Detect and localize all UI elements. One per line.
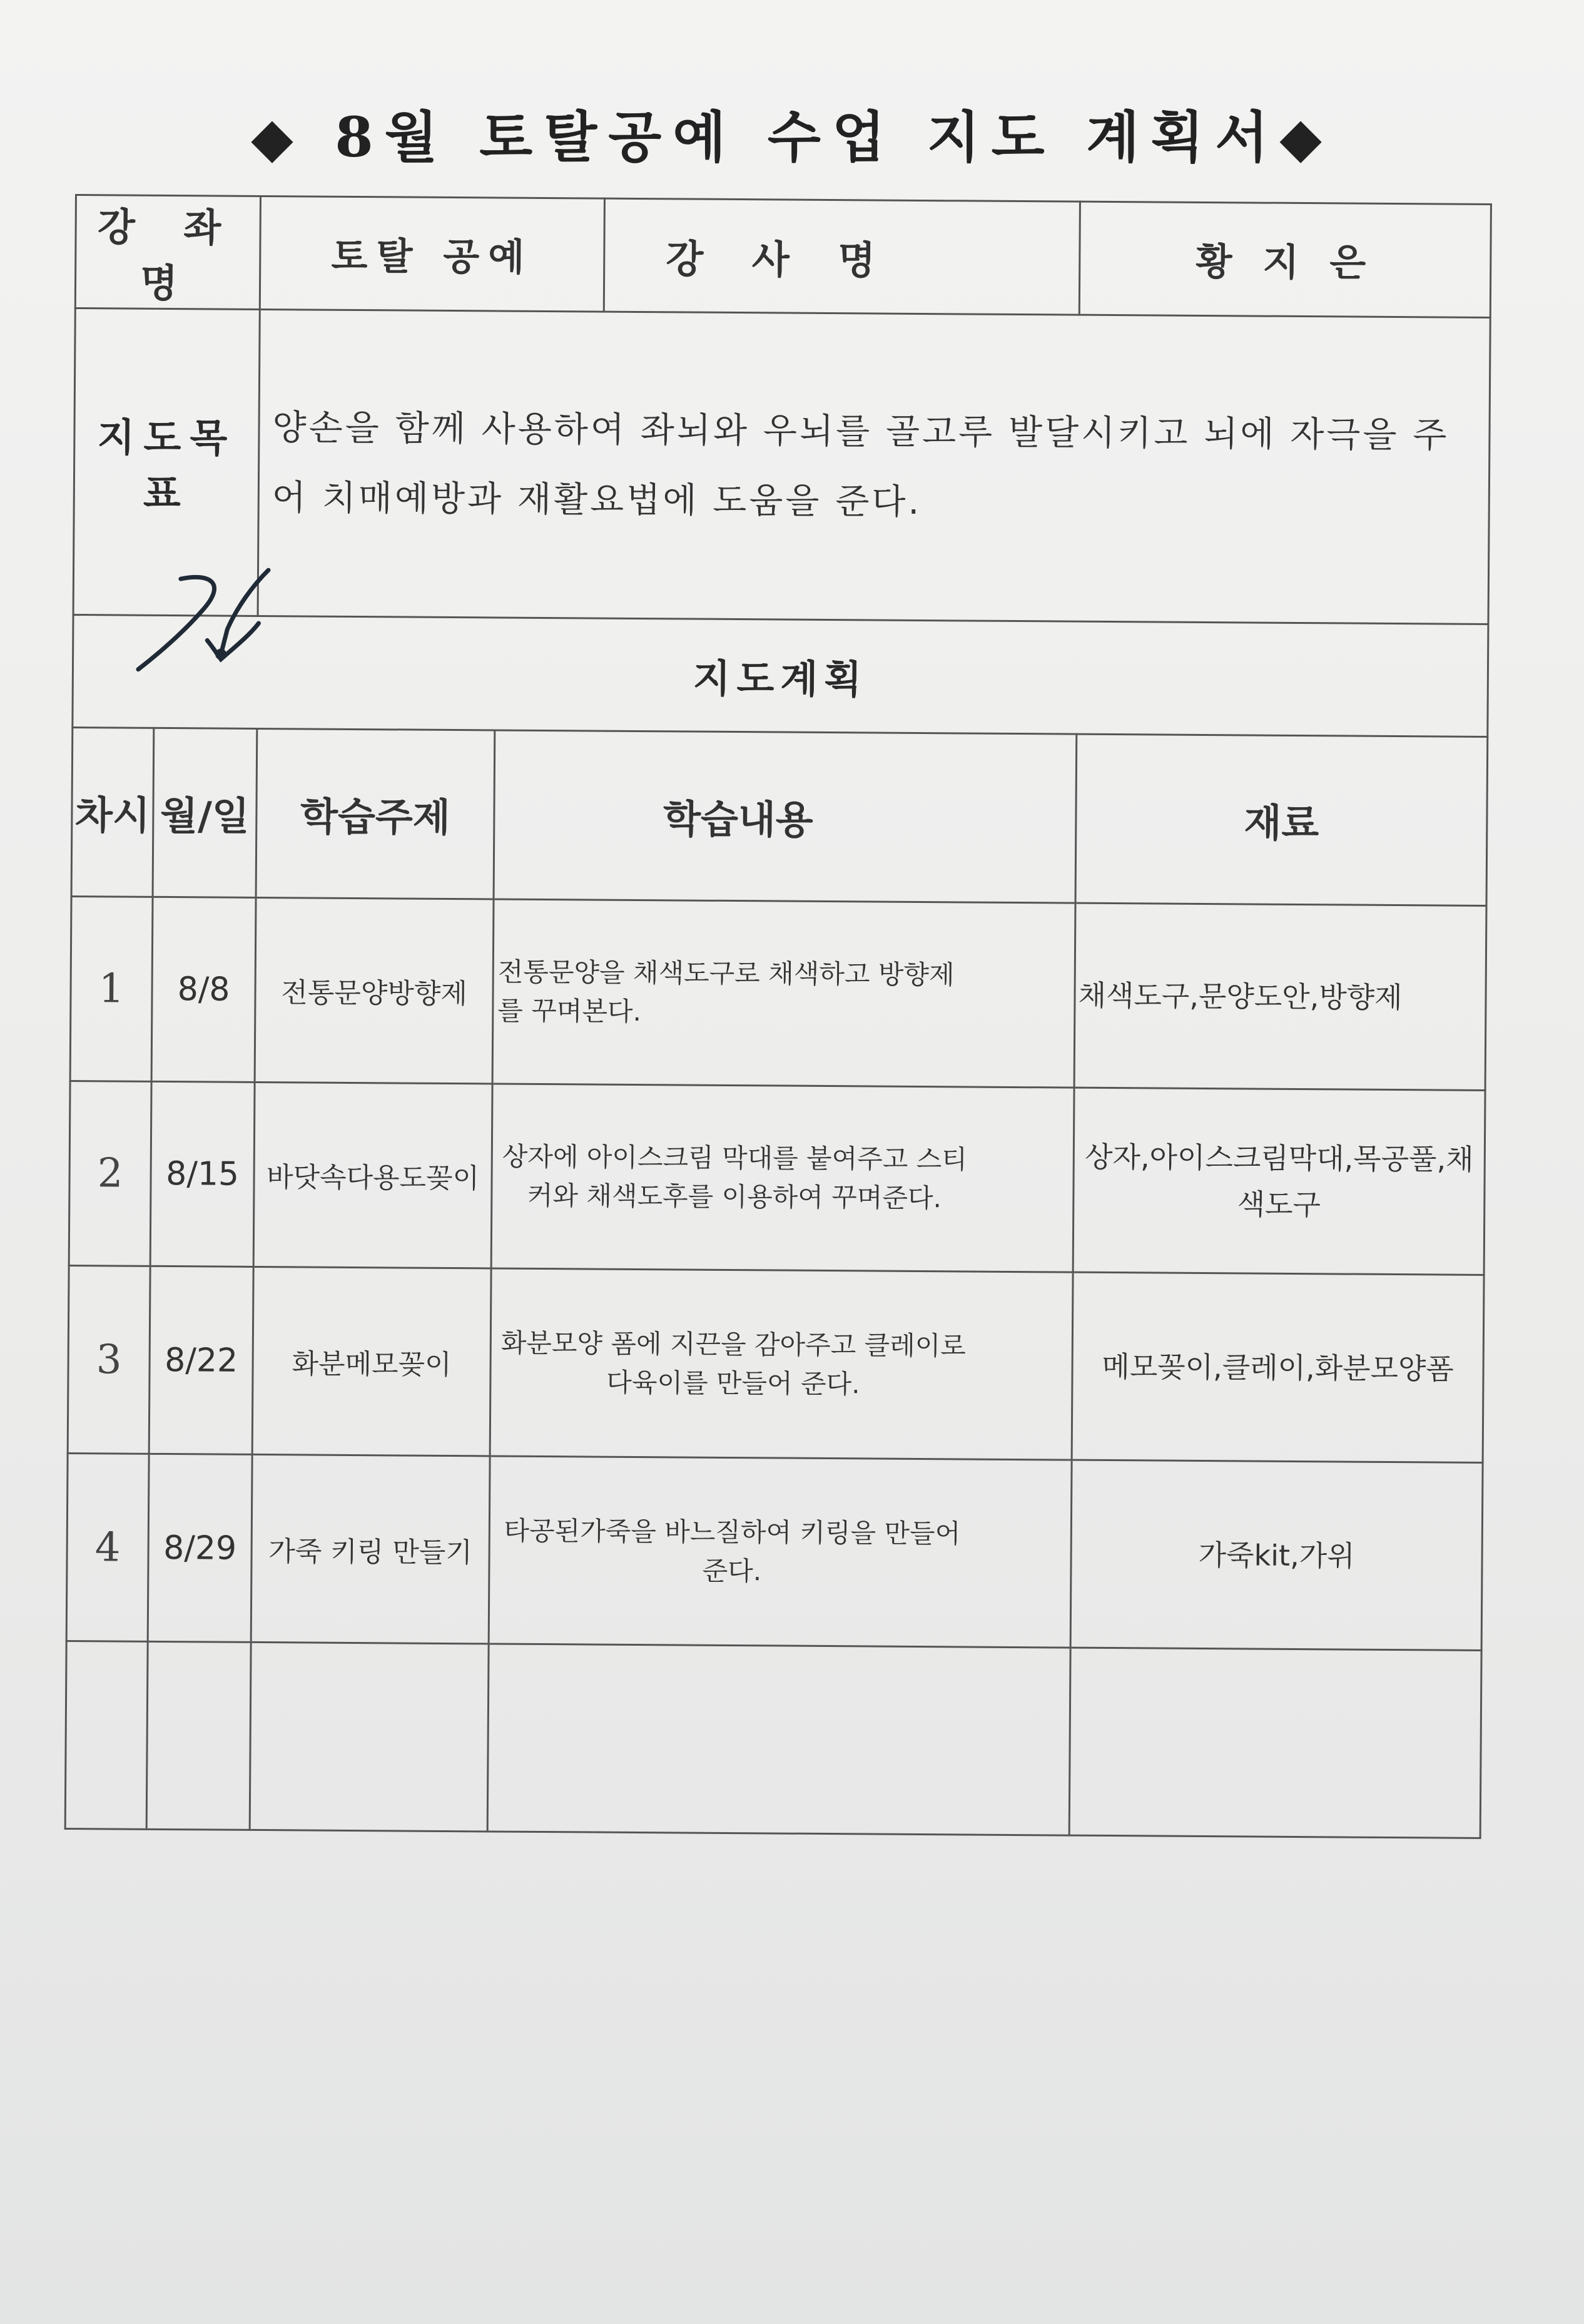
row-date: 8/8 bbox=[151, 897, 256, 1082]
goal-row bbox=[73, 308, 1490, 624]
col-header-materials: 재료 bbox=[1075, 734, 1488, 905]
row-session: 4 bbox=[66, 1453, 149, 1641]
plan-sheet bbox=[64, 194, 1490, 1843]
row-topic: 가죽 키링 만들기 bbox=[251, 1454, 490, 1644]
handwritten-check-mark bbox=[133, 560, 278, 686]
col-header-topic: 학습주제 bbox=[256, 728, 495, 899]
column-header-row bbox=[71, 727, 1488, 905]
row-content: 전통문양을 채색도구로 채색하고 방향제를 꾸며본다. bbox=[492, 899, 1075, 1088]
row-topic: 전통문양방향제 bbox=[255, 897, 494, 1084]
table-row bbox=[70, 896, 1486, 1090]
table-row bbox=[69, 1081, 1485, 1275]
course-label: 강 좌 명 bbox=[75, 195, 260, 310]
row-materials: 상자,아이스크림막대,목공풀,채색도구 bbox=[1073, 1088, 1485, 1275]
row-content: 상자에 아이스크림 막대를 붙여주고 스티커와 채색도후를 이용하여 꾸며준다. bbox=[491, 1084, 1074, 1272]
empty-cell bbox=[487, 1644, 1070, 1835]
row-date: 8/29 bbox=[148, 1454, 252, 1642]
col-header-content: 학습내용 bbox=[494, 730, 1077, 903]
row-content: 타공된가죽을 바느질하여 키링을 만들어 준다. bbox=[489, 1456, 1072, 1648]
empty-cell bbox=[1069, 1648, 1481, 1838]
row-topic: 화분메모꽂이 bbox=[252, 1266, 491, 1456]
empty-cell bbox=[146, 1641, 251, 1830]
row-materials: 채색도구,문양도안,방향제 bbox=[1074, 903, 1486, 1090]
course-value: 토탈 공예 bbox=[260, 196, 604, 312]
plan-title: 지도계획 bbox=[693, 655, 868, 703]
instructor-label: 강 사 명 bbox=[604, 198, 1080, 315]
row-materials: 가죽kit,가위 bbox=[1070, 1460, 1483, 1650]
col-header-date: 월/일 bbox=[153, 728, 257, 897]
plan-title-cell bbox=[73, 614, 1488, 736]
row-session: 3 bbox=[68, 1265, 150, 1454]
row-topic: 바닷속다용도꽂이 bbox=[253, 1082, 492, 1268]
row-session: 1 bbox=[70, 896, 153, 1081]
table-row-empty bbox=[65, 1641, 1481, 1838]
empty-cell bbox=[250, 1642, 489, 1832]
row-date: 8/15 bbox=[150, 1081, 255, 1266]
col-header-session: 차시 bbox=[71, 727, 154, 897]
goal-text: 양손을 함께 사용하여 좌뇌와 우뇌를 골고루 발달시키고 뇌에 자극을 주어 치매예방과 재활요법에 도움을 준다. bbox=[258, 309, 1490, 624]
row-date: 8/22 bbox=[149, 1266, 253, 1454]
header-row bbox=[75, 195, 1491, 318]
table-row bbox=[66, 1453, 1483, 1650]
instructor-value: 황 지 은 bbox=[1079, 201, 1491, 317]
page-title: ◆ 8월 토탈공예 수업 지도 계획서◆ bbox=[251, 104, 1333, 170]
plan-table bbox=[64, 194, 1492, 1839]
row-session: 2 bbox=[69, 1081, 151, 1266]
row-content: 화분모양 폼에 지끈을 감아주고 클레이로 다육이를 만들어 준다. bbox=[490, 1268, 1073, 1460]
goal-label: 지도목표 bbox=[73, 308, 260, 616]
row-materials: 메모꽂이,클레이,화분모양폼 bbox=[1072, 1272, 1484, 1462]
empty-cell bbox=[65, 1641, 148, 1829]
plan-title-row bbox=[73, 614, 1488, 736]
table-row bbox=[68, 1265, 1484, 1462]
